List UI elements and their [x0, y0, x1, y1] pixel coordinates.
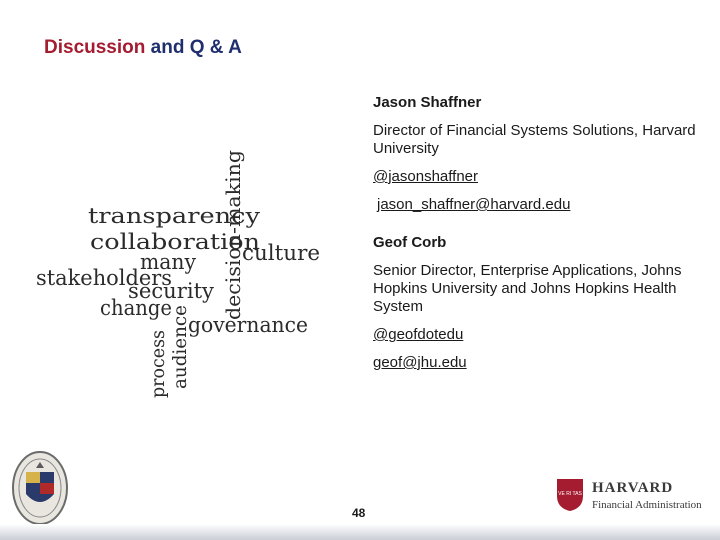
word-culture: culture	[242, 241, 320, 265]
harvard-subtitle: Financial Administration	[592, 499, 702, 511]
title-rest: and Q & A	[150, 37, 242, 58]
contact-name: Jason Shaffner	[373, 94, 482, 111]
word-cloud	[30, 145, 330, 405]
word-change: change	[100, 296, 172, 320]
contact-role: Senior Director, Enterprise Applications, Johns Hopkins University and Johns Hopkins Health System	[373, 262, 682, 315]
word-process: process	[147, 323, 169, 398]
contact-email-link[interactable]: geof@jhu.edu	[373, 354, 467, 371]
contact-jason	[373, 94, 703, 214]
harvard-wordmark: HARVARD	[592, 480, 674, 496]
contact-name: Geof Corb	[373, 234, 447, 251]
word-security: security	[128, 279, 215, 303]
harvard-logo	[556, 478, 706, 518]
word-collaboration: collaboration	[90, 230, 260, 254]
word-many: many	[140, 250, 197, 274]
contact-twitter-link[interactable]: @geofdotedu	[373, 326, 464, 343]
word-transparency: transparency	[88, 204, 261, 228]
contacts-panel	[373, 94, 703, 372]
word-governance: governance	[188, 313, 308, 337]
contact-geof	[373, 234, 703, 372]
title-accent: Discussion	[44, 37, 146, 58]
footer-bar	[0, 524, 720, 540]
page-number: 48	[352, 506, 366, 520]
shield-text: VE RI TAS	[558, 491, 582, 497]
word-audience: audience	[169, 301, 191, 389]
contact-role: Director of Financial Systems Solutions, Harvard University	[373, 122, 696, 157]
word-stakeholders: stakeholders	[36, 266, 172, 290]
word-decision-making: decision-making	[221, 154, 245, 320]
contact-twitter-link[interactable]: @jasonshaffner	[373, 168, 479, 185]
word-cloud-graphic	[30, 145, 330, 405]
slide-title	[44, 37, 242, 59]
johns-hopkins-seal-icon	[11, 450, 69, 526]
contact-email-link[interactable]: jason_shaffner@harvard.edu	[377, 196, 571, 213]
harvard-shield-icon	[556, 478, 584, 512]
